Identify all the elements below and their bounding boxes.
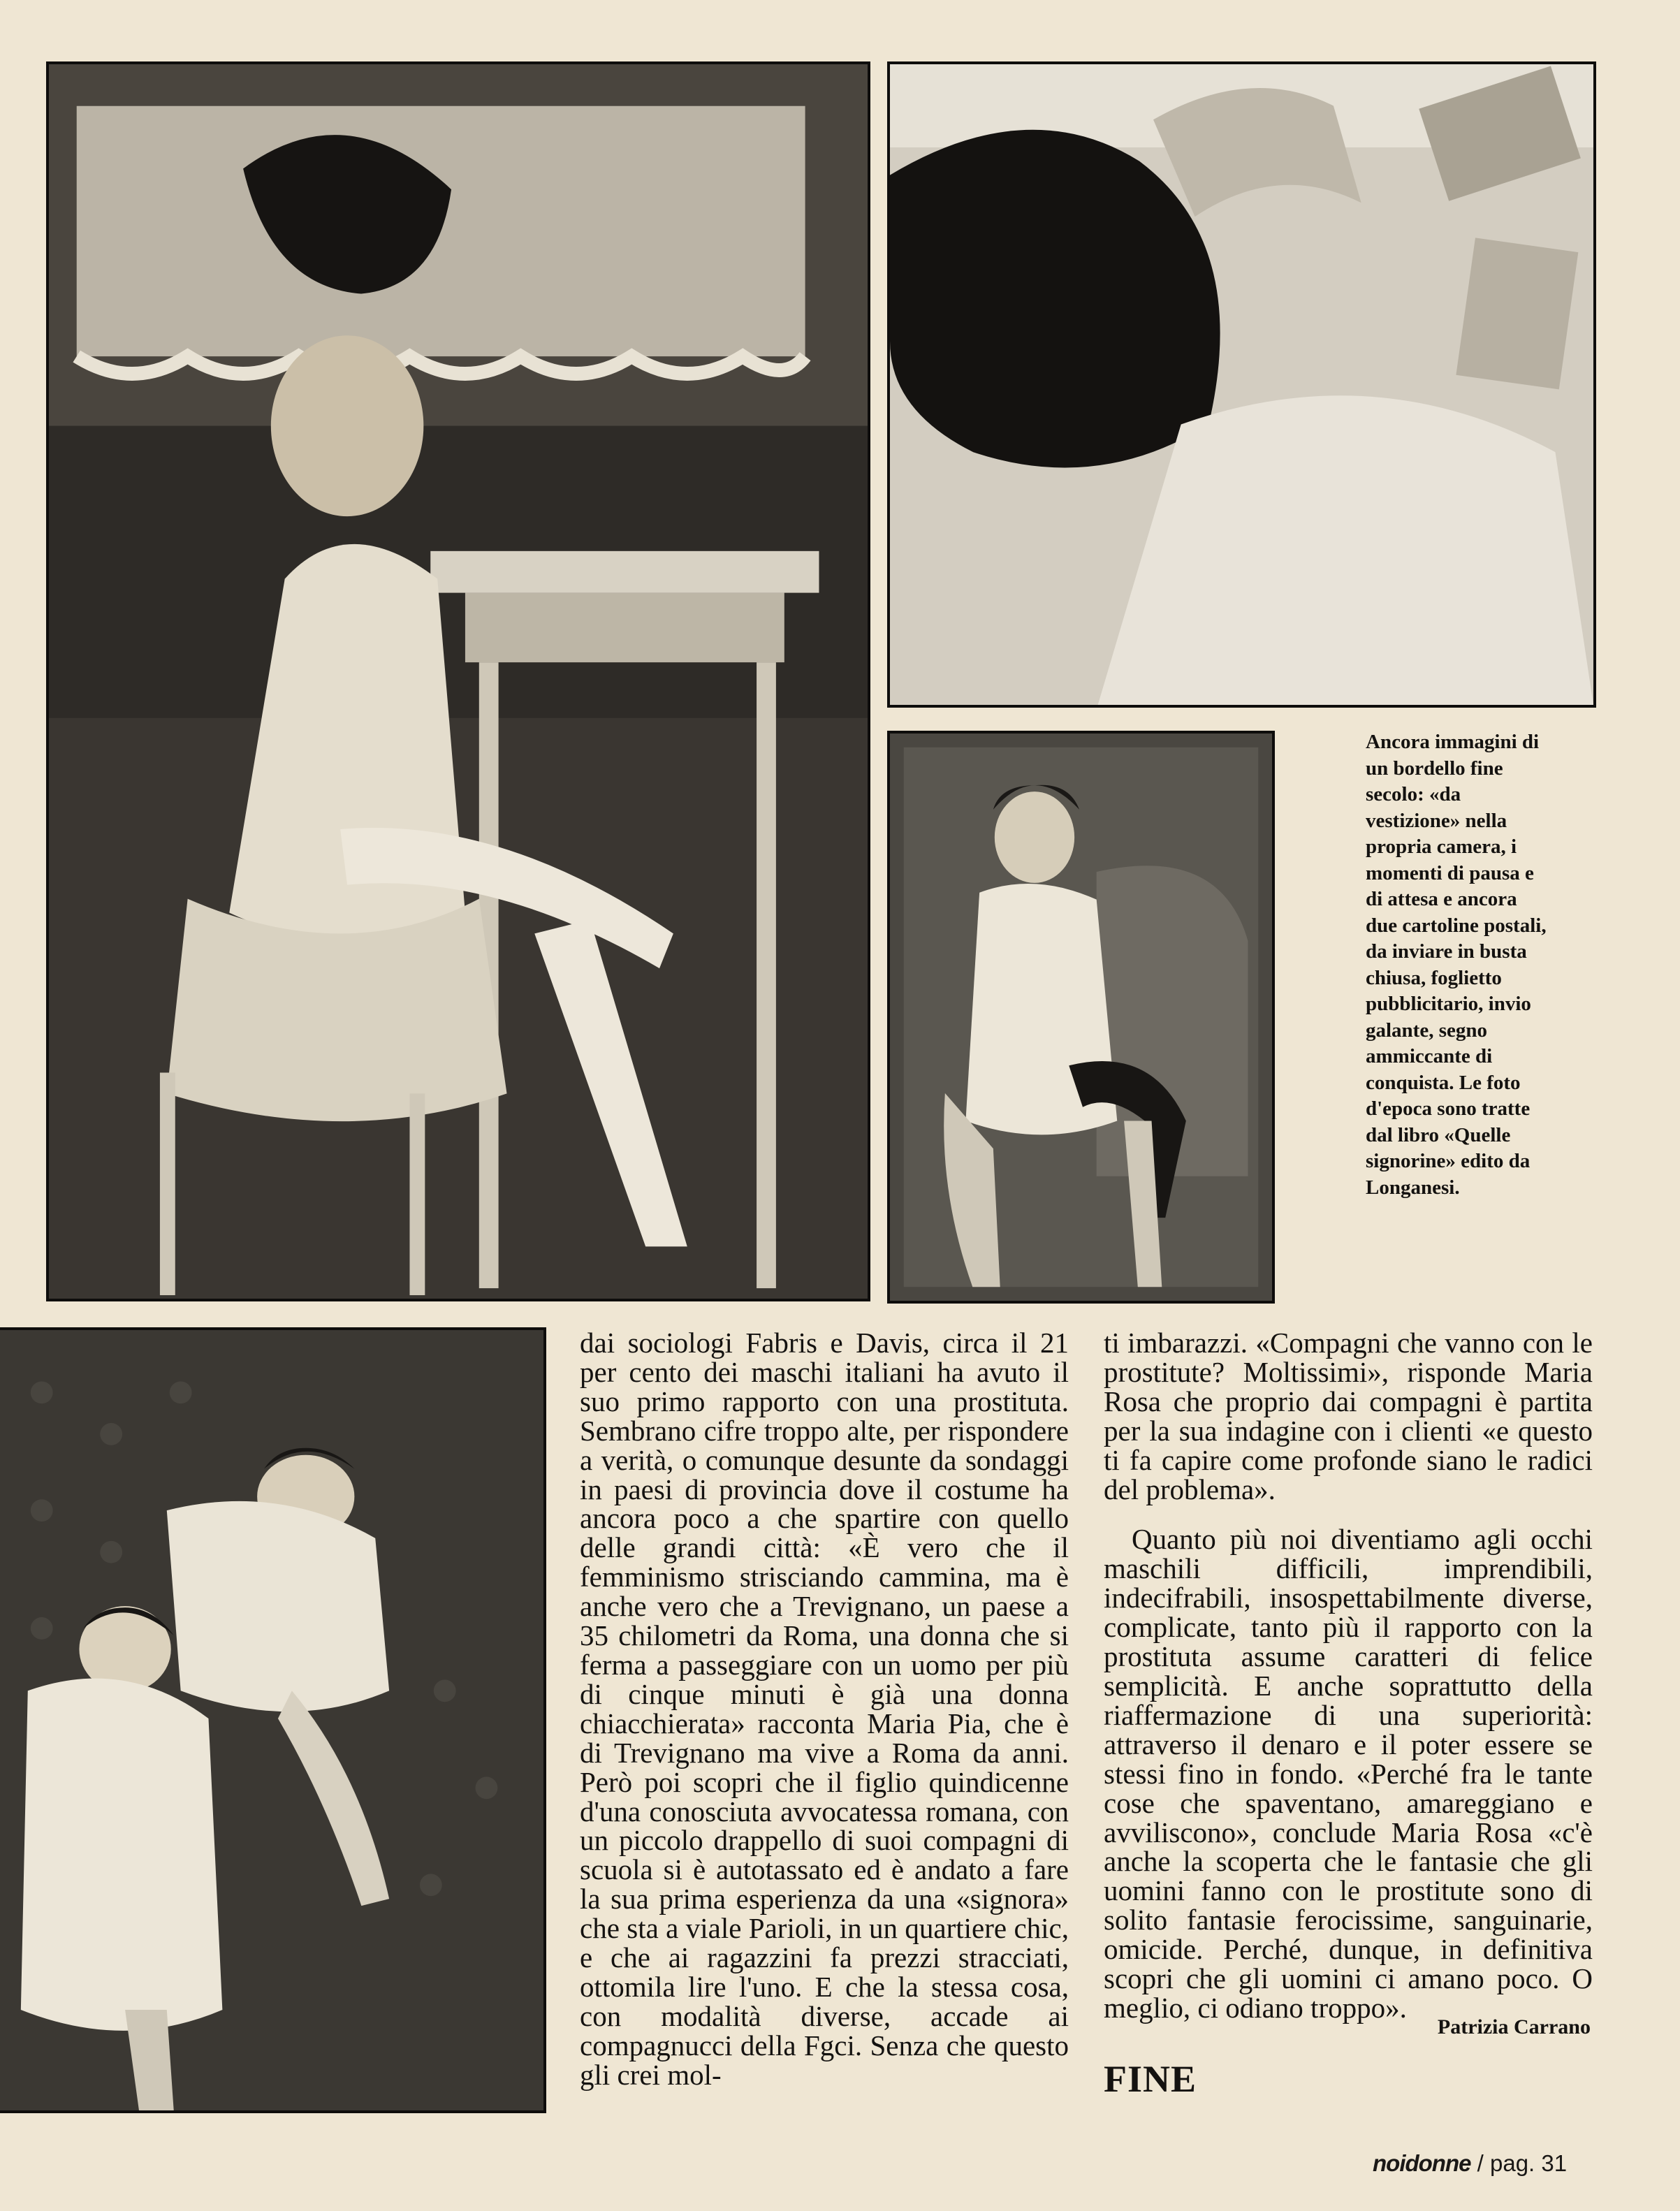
photo-two-women-playing <box>0 1327 546 2113</box>
photo-reclining-woman-banknotes <box>887 61 1596 708</box>
photo-woman-adjusting-hat <box>46 61 870 1301</box>
article-column-1 <box>580 1329 1069 2090</box>
magazine-name: noidonne <box>1373 2150 1471 2176</box>
photo-caption: Ancora immagini di un bordello fine secolo: «da vestizione» nella propria camera, i momenti di pausa e di attesa e ancora due cartoline postali, da inviare in busta chiusa, foglietto pubblicitario, invio galante, segno ammiccante di conquista. Le foto d'epoca sono tratte dal libro «Quelle signorine» edito da Longanesi. <box>1366 731 1547 1199</box>
article-paragraph: Quanto più noi diventiamo agli occhi maschili difficili, imprendibili, indecifrabili, insospettabilmente diverse, complicate, tanto più il rapporto con la prostituta assume caratteri di felice semplicità. E anche soprattutto della riaffermazione di una superiorità: attraverso il denaro e il poter essere se stessi fino in fondo. «Perché fra le tante cose che spaventano, amareggiano e avviliscono», conclude Maria Rosa «c'è anche la scoperta che le fantasie che gli uomini fanno con le prostitute sono di solito fantasie ferocissime, sanguinarie, omicide. Perché, dunque, in definitiva scopri che gli uomini ci amano poco. O meglio, ci odiano troppo». <box>1104 1523 1593 2024</box>
page-footer <box>1373 2150 1567 2177</box>
photo-woman-on-armchair <box>887 731 1275 1304</box>
end-mark: FINE <box>1104 2058 1197 2100</box>
page-number: pag. 31 <box>1489 2150 1568 2176</box>
footer-separator: / <box>1477 2150 1484 2176</box>
article-paragraph: dai sociologi Fabris e Davis, circa il 21 per cento dei maschi italiani ha avuto il suo primo rapporto con una prostituta. Sembrano cifre troppo alte, per rispondere a verità, o comunque desunte da sondaggi in paesi di provincia dove il costume ha ancora poco a che spartire con quello delle grandi città: «È vero che il femminismo strisciando cammina, ma è anche vero che a Trevignano, un paese a 35 chilometri da Roma, una donna che si ferma a passeggiare con un uomo per più di cinque minuti è già una donna chiacchierata» racconta Maria Pia, che è di Trevignano ma vive a Roma da anni. Però poi scopri che il figlio quindicenne d'una conosciuta avvocatessa romana, con un piccolo drappello di suoi compagni di scuola si è autotassato ed è andato a fare la sua prima esperienza da una «signora» che sta a viale Parioli, in un quartiere chic, e che ai ragazzini fa prezzi stracciati, ottomila lire l'uno. E che la stessa cosa, con modalità diverse, accade ai compagnucci della Fgci. Senza che questo gli crei mol- <box>580 1327 1069 2091</box>
article-column-2 <box>1104 1329 1593 2023</box>
author-byline: Patrizia Carrano <box>1437 2015 1591 2038</box>
article-paragraph: ti imbarazzi. «Compagni che vanno con le prostitute? Moltissimi», risponde Maria Rosa che proprio dai compagni è partita per la sua indagine con i clienti «e questo ti fa capire come profonde siano le radici del problema». <box>1104 1327 1593 1505</box>
